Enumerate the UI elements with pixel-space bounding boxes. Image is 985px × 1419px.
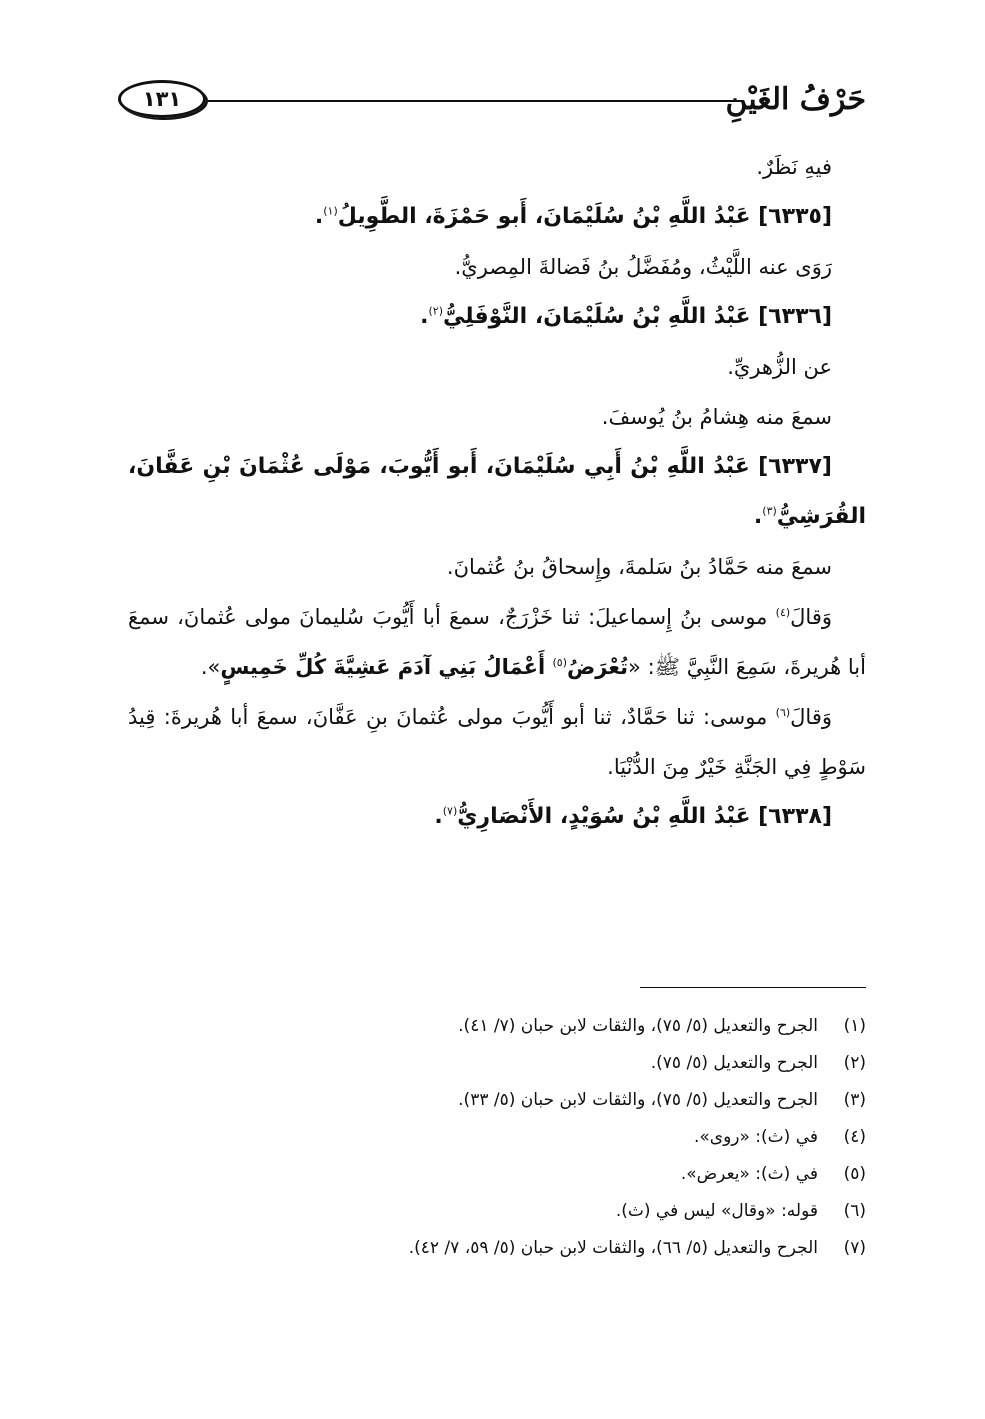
footnote-number: (٧) xyxy=(843,1238,866,1258)
paragraph-lead: وَقالَ xyxy=(790,605,832,629)
page-number-badge xyxy=(118,80,206,118)
main-text xyxy=(128,142,866,842)
footnote-number: (٣) xyxy=(843,1090,866,1110)
footnote-number: (٦) xyxy=(843,1201,866,1221)
footnote-number: (٤) xyxy=(843,1127,866,1147)
entry-name: عَبْدُ اللَّهِ بْنُ سُلَيْمَانَ، النَّوْفَلِيُّ xyxy=(442,304,751,329)
entry-6338 xyxy=(128,792,866,842)
footnote-text: في (ث): «روى». xyxy=(693,1127,818,1147)
entry-name: عَبْدُ اللَّهِ بْنُ سُوَيْدٍ، الأَنْصَارِيُّ xyxy=(457,804,751,829)
footnote-5 xyxy=(118,1156,866,1193)
paragraph-text: موسى بنُ إِسماعيلَ: ثنا خَزْرَجٌ، سمعَ أبا أَيُّوبَ سُليمانَ مولى عُثمانَ، سمعَ أبا هُريرةَ، سَمِعَ النَّبِيَّ ﷺ: « xyxy=(128,605,866,679)
footnote-separator xyxy=(640,987,866,988)
footnote-ref[interactable]: (٣) xyxy=(762,504,777,518)
footnote-number: (٢) xyxy=(843,1053,866,1073)
entry-number: [٦٣٣٥] xyxy=(758,204,832,229)
page-number: ١٣١ xyxy=(142,87,182,111)
entry-name: عَبْدُ اللَّهِ بْنُ سُلَيْمَانَ، أَبو حَمْزَةَ، الطَّوِيلُ xyxy=(337,204,751,229)
footnote-ref[interactable]: (٤) xyxy=(775,606,791,619)
footnote-ref[interactable]: (٢) xyxy=(428,304,443,318)
paragraph: فيهِ نَظَرٌ. xyxy=(756,155,832,179)
paragraph-lead: وَقالَ xyxy=(790,705,832,729)
footnotes xyxy=(118,1008,866,1267)
entry-number: [٦٣٣٨] xyxy=(758,804,832,829)
footnote-number: (١) xyxy=(843,1016,866,1036)
entry-number: [٦٣٣٦] xyxy=(758,304,832,329)
footnote-text: قوله: «وقال» ليس في (ث). xyxy=(615,1201,818,1221)
footnote-text: في (ث): «يعرض». xyxy=(680,1164,818,1184)
hadith-text: أَعْمَالُ بَنِي آدَمَ عَشِيَّةَ كُلِّ خَمِيسٍ xyxy=(220,655,553,679)
hadith-word: تُعْرَضُ xyxy=(566,655,629,679)
entry-6335 xyxy=(128,192,866,242)
footnote-text: الجرح والتعديل (٥/ ٧٥). xyxy=(650,1053,818,1073)
footnote-6 xyxy=(118,1193,866,1230)
footnote-number: (٥) xyxy=(843,1164,866,1184)
paragraph-text: موسى: ثنا حَمَّادٌ، ثنا أبو أَيُّوبَ مولى عُثمانَ بنِ عَفَّانَ، سمعَ أبا هُريرةَ: قِيدُ سَوْطٍ فِي الجَنَّةِ خَيْرٌ مِنَ الدُّنْيَا. xyxy=(128,705,866,779)
paragraph: عن الزُّهريِّ. xyxy=(727,355,832,379)
footnote-ref[interactable]: (٧) xyxy=(442,804,458,818)
entry-6336 xyxy=(128,292,866,342)
paragraph: سمعَ منه حَمَّادُ بنُ سَلمةَ، وإِسحاقُ بنُ عُثمانَ. xyxy=(446,555,832,579)
footnote-text: الجرح والتعديل (٥/ ٧٥)، والثقات لابن حبان (٥/ ٣٣). xyxy=(458,1090,818,1110)
quote-close: ». xyxy=(200,655,221,679)
footnote-4 xyxy=(118,1119,866,1156)
footnote-text: الجرح والتعديل (٥/ ٧٥)، والثقات لابن حبان (٧/ ٤١). xyxy=(458,1016,818,1036)
footnote-ref[interactable]: (٦) xyxy=(775,706,791,719)
header-rule xyxy=(208,100,742,102)
footnote-1 xyxy=(118,1008,866,1045)
footnote-7 xyxy=(118,1230,866,1267)
footnote-2 xyxy=(118,1045,866,1082)
page-header xyxy=(118,80,866,126)
entry-6337 xyxy=(128,442,866,542)
footnote-ref[interactable]: (١) xyxy=(323,204,338,218)
chapter-title: حَرْفُ الغَيْنِ xyxy=(725,82,866,117)
paragraph-hadith-2 xyxy=(128,692,866,792)
footnote-text: الجرح والتعديل (٥/ ٦٦)، والثقات لابن حبان (٥/ ٥٩، ٧/ ٤٢). xyxy=(408,1238,818,1258)
footnote-ref[interactable]: (٥) xyxy=(552,656,567,669)
paragraph: سمعَ منه هِشامُ بنُ يُوسفَ. xyxy=(601,405,832,429)
paragraph-hadith-1 xyxy=(128,592,866,692)
entry-end: . xyxy=(420,304,429,329)
entry-number: [٦٣٣٧] xyxy=(758,454,832,479)
entry-name: عَبْدُ اللَّهِ بْنُ أَبِي سُلَيْمَانَ، أَبو أَيُّوبَ، مَوْلَى عُثْمَانَ بْنِ عَفَّانَ، القُرَشِيُّ xyxy=(128,454,866,529)
entry-end: . xyxy=(434,804,443,829)
entry-end: . xyxy=(314,204,324,229)
footnote-3 xyxy=(118,1082,866,1119)
entry-end: . xyxy=(753,504,763,529)
paragraph: رَوَى عنه اللَّيْثُ، ومُفَضَّلُ بنُ فَضالةَ المِصريُّ. xyxy=(454,255,832,279)
